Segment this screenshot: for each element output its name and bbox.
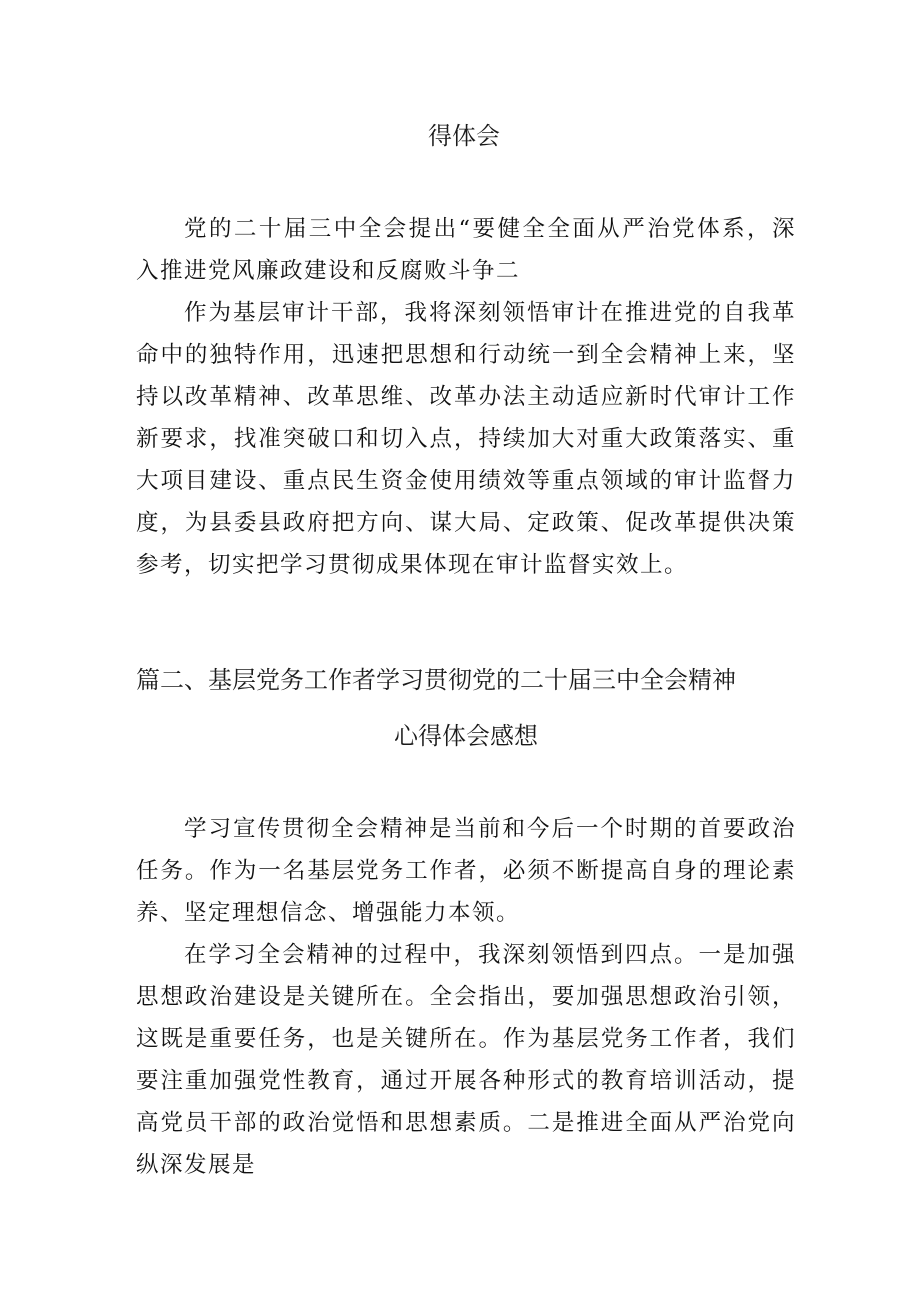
section-title-continued: 心得体会感想	[394, 722, 538, 750]
page-title: 得体会	[428, 122, 500, 150]
paragraph: 党的二十届三中全会提出“要健全全面从严治党体系，深入推进党风廉政建设和反腐败斗争二	[136, 216, 796, 284]
paragraph: 作为基层审计干部，我将深刻领悟审计在推进党的自我革命中的独特作用，迅速把思想和行动统一到全会精神上来，坚持以改革精神、改革思维、改革办法主动适应新时代审计工作新要求，找准突破口和切入点，持续加大对重大政策落实、重大项目建设、重点民生资金使用绩效等重点领域的审计监督力度，为县委县政府把方向、谋大局、定政策、促改革提供决策参考，切实把学习贯彻成果体现在审计监督实效上。	[136, 300, 796, 578]
section-title: 篇二、基层党务工作者学习贯彻党的二十届三中全会精神	[136, 666, 736, 694]
paragraph: 在学习全会精神的过程中，我深刻领悟到四点。一是加强思想政治建设是关键所在。全会指出，要加强思想政治引领，这既是重要任务，也是关键所在。作为基层党务工作者，我们要注重加强党性教育，通过开展各种形式的教育培训活动，提高党员干部的政治觉悟和思想素质。二是推进全面从严治党向纵深发展是	[136, 942, 796, 1178]
paragraph: 学习宣传贯彻全会精神是当前和今后一个时期的首要政治任务。作为一名基层党务工作者，必须不断提高自身的理论素养、坚定理想信念、增强能力本领。	[136, 816, 796, 926]
